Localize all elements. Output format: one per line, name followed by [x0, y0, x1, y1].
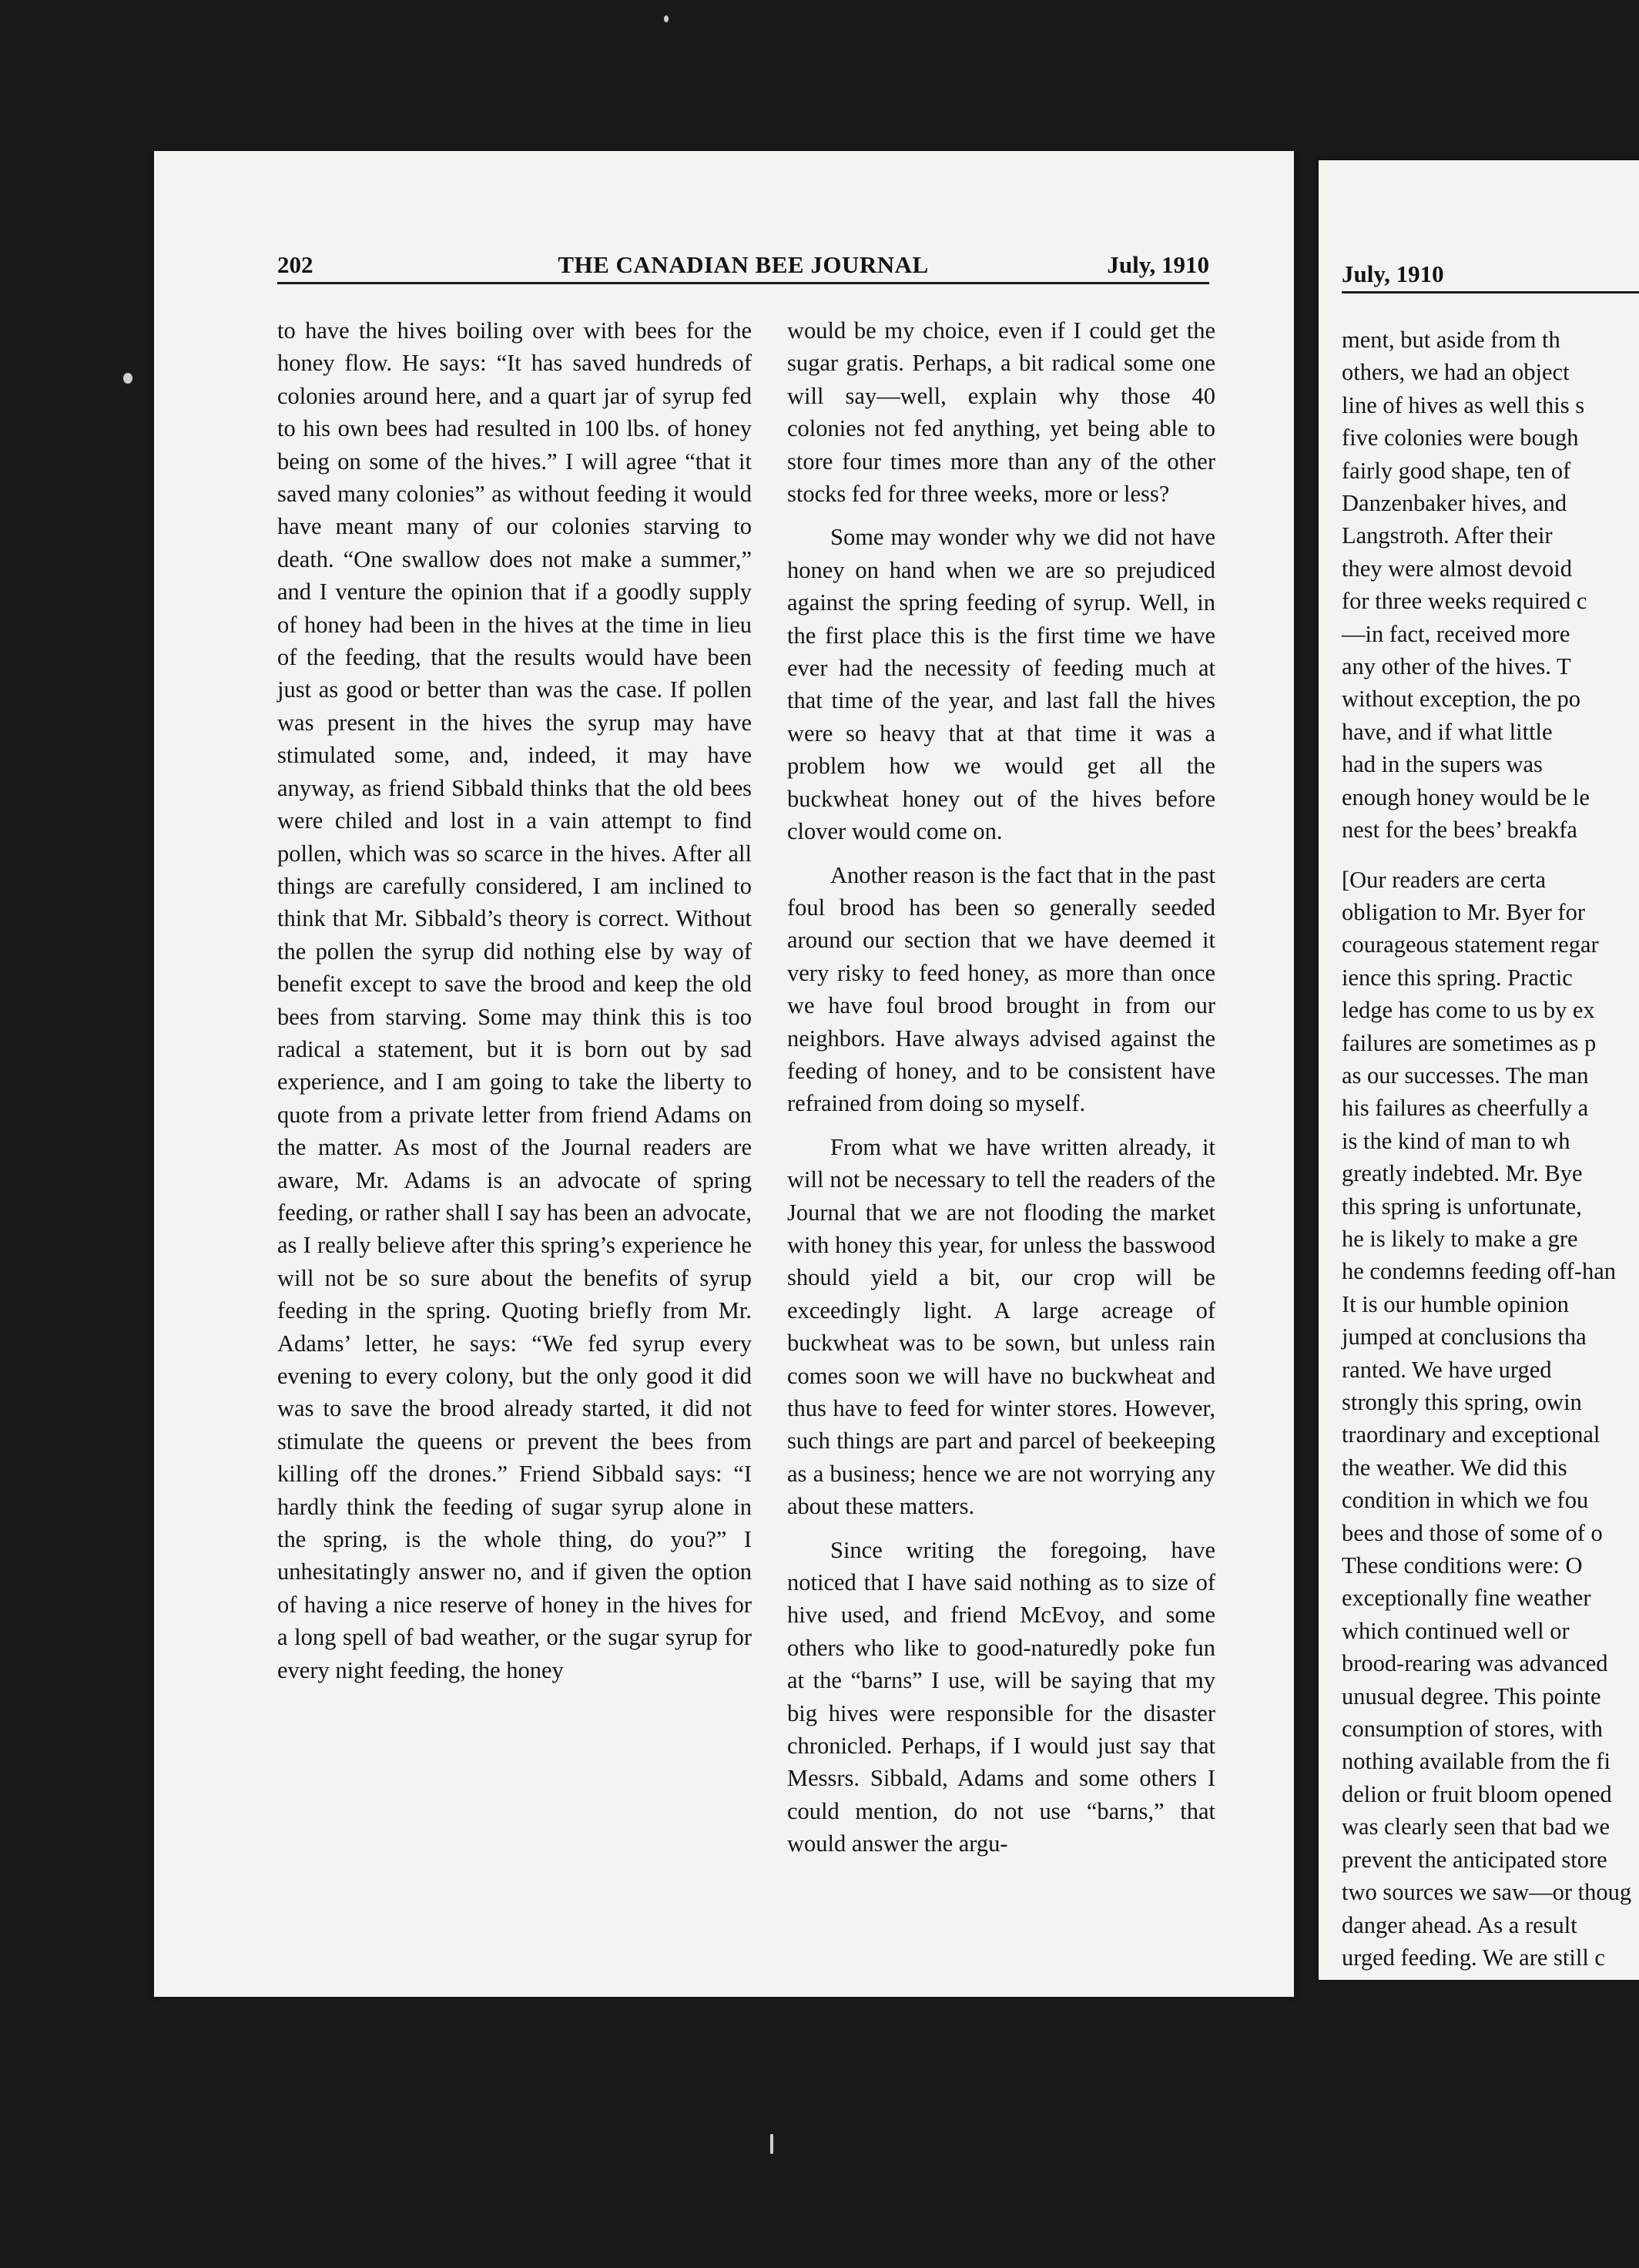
text-line: unusual degree. This pointe: [1342, 1683, 1601, 1709]
text-line: greatly indebted. Mr. Bye: [1342, 1160, 1583, 1187]
text-line: failures are sometimes as p: [1342, 1029, 1597, 1056]
journal-title: THE CANADIAN BEE JOURNAL: [558, 251, 929, 278]
paragraph: From what we have written already, it will not be necessary to tell the readers of the Journal that we are not flooding the market with honey this year, for unless the basswood should yield a bit, our crop will be exceedingly light. A large acreage of buckwheat was to be sown, but unless rain comes soon we will have no buckwheat and thus have to feed for winter stores. However, such things are part and parcel of beekeeping as a business; hence we are not worrying any about these matters.: [787, 1133, 1215, 1520]
text-line: had in the supers was: [1342, 751, 1543, 778]
text-line: danger ahead. As a result: [1342, 1911, 1577, 1938]
text-column-1: [277, 314, 752, 1686]
text-column-2: [787, 314, 1215, 1860]
issue-date: July, 1910: [1342, 260, 1444, 287]
text-line: delion or fruit bloom opened: [1342, 1780, 1612, 1807]
text-line: two sources we saw—or thoug: [1342, 1879, 1632, 1906]
text-line: strongly this spring, owin: [1342, 1389, 1582, 1415]
text-line: exceptionally fine weather: [1342, 1585, 1591, 1612]
text-line: ience this spring. Practic: [1342, 964, 1573, 991]
paragraph: to have the hives boiling over with bees for the honey flow. He says: “It has saved hundreds of colonies around here, and a quart jar of syrup fed to his own bees had resulted in 100 lbs. of honey being on some of the hives.” I will agree “that it saved many colonies” as without feeding it would have meant many of our colonies starving to death. “One swallow does not make a summer,” and I venture the opinion that if a goodly supply of honey had been in the hives at the time in lieu of the feeding, that the results would have been just as good or better than was the case. If pollen was present in the hives the syrup may have stimulated some, and, indeed, it may have anyway, as friend Sibbald thinks that the old bees were chiled and lost in a vain attempt to find pollen, which was so scarce in the hives. After all things are carefully considered, I am inclined to think that Mr. Sibbald’s theory is correct. Without the pollen the syrup did nothing else by way of benefit except to save the brood and keep the old bees from starving. Some may think this is too radical a statement, but it is born out by sad experience, and I am going to take the liberty to quote from a private letter from friend Adams on the matter. As most of the Journal readers are aware, Mr. Adams is an advocate of spring feeding, or rather shall I say has been an advocate, as I really believe after this spring’s experience he will not be so sure about the benefits of syrup feeding in the spring. Quoting briefly from Mr. Adams’ letter, he says: “We fed syrup every evening to every colony, but the only good it did was to save the brood already started, it did not stimulate the queens or prevent the bees from killing off the drones.” Friend Sibbald says: “I hardly think the feeding of sugar syrup alone in the spring, is the whole thing, do you?” I unhesitatingly answer no, and if given the option of having a nice reserve of honey in the hives for a long spell of bad weather, or the sugar syrup for every night feeding, the honey: [277, 317, 752, 1683]
text-line: line of hives as well this s: [1342, 391, 1585, 418]
dust-speck: [123, 373, 132, 384]
text-column-3: [1342, 324, 1639, 1974]
text-line: obligation to Mr. Byer for: [1342, 898, 1585, 925]
text-line: have, and if what little: [1342, 718, 1553, 745]
text-line: this spring is unfortunate,: [1342, 1193, 1582, 1220]
text-line: his failures as cheerfully a: [1342, 1095, 1589, 1122]
text-line: ledge has come to us by ex: [1342, 997, 1595, 1024]
text-line: as our successes. The man: [1342, 1062, 1589, 1089]
text-line: fairly good shape, ten of: [1342, 457, 1571, 484]
text-line: without exception, the po: [1342, 686, 1581, 713]
text-line: five colonies were bough: [1342, 424, 1579, 451]
page-number: 202: [277, 251, 313, 278]
text-line: the weather. We did this: [1342, 1454, 1567, 1481]
paragraph: Since writing the foregoing, have noticed that I have said nothing as to size of hive used, and friend McEvoy, and some others who like to good-naturedly poke fun at the “barns” I use, will be saying that my big hives were responsible for the disaster chronicled. Perhaps, if I would just say that Messrs. Sibbald, Adams and some others I could mention, do not use “barns,” that would answer the argu-: [787, 1536, 1215, 1857]
text-line: Danzenbaker hives, and: [1342, 490, 1567, 517]
text-line: prevent the anticipated store: [1342, 1846, 1607, 1873]
text-line: nest for the bees’ breakfa: [1342, 817, 1577, 844]
text-line: which continued well or: [1342, 1617, 1570, 1644]
text-line: Langstroth. After their: [1342, 522, 1553, 549]
paragraph-break: [1342, 847, 1639, 864]
text-line: These conditions were: O: [1342, 1552, 1583, 1579]
text-line: ment, but aside from th: [1342, 327, 1560, 353]
text-line: urged feeding. We are still c: [1342, 1944, 1605, 1971]
text-line: consumption of stores, with: [1342, 1716, 1603, 1743]
paragraph: Some may wonder why we did not have honey on hand when we are so prejudiced against the spring feeding of syrup. Well, in the first place this is the first time we have ever had the necessity of feeding much at that time of the year, and last fall the hives were so heavy that at that time it was a problem how we would get all the buckwheat honey out of the hives before clover would come on.: [787, 524, 1215, 845]
dust-speck: [770, 2134, 773, 2154]
text-line: condition in which we fou: [1342, 1487, 1589, 1514]
paragraph: Another reason is the fact that in the past foul brood has been so generally seeded around our section that we have deemed it very risky to feed honey, as more than once we have foul brood brought in from our neighbors. Have always advised against the feeding of honey, and to be consistent have refrained from doing so myself.: [787, 861, 1215, 1117]
text-line: courageous statement regar: [1342, 931, 1599, 958]
running-head: [277, 251, 1209, 284]
running-head: [1342, 260, 1639, 294]
text-line: [Our readers are certa: [1342, 866, 1546, 893]
text-line: they were almost devoid: [1342, 555, 1572, 582]
text-line: is the kind of man to wh: [1342, 1127, 1570, 1154]
left-page: [154, 151, 1294, 1997]
text-line: It is our humble opinion: [1342, 1290, 1569, 1317]
text-line: he condemns feeding off-han: [1342, 1258, 1616, 1285]
text-line: enough honey would be le: [1342, 783, 1590, 810]
paragraph: would be my choice, even if I could get the sugar gratis. Perhaps, a bit radical some one will say—well, explain why those 40 colonies not fed anything, yet being able to store four times more than any of the other stocks fed for three weeks, more or less?: [787, 317, 1215, 508]
text-line: nothing available from the fi: [1342, 1748, 1611, 1775]
issue-date: July, 1910: [1107, 251, 1209, 278]
text-line: traordinary and exceptional: [1342, 1421, 1600, 1448]
text-line: for three weeks required c: [1342, 588, 1587, 615]
text-line: ranted. We have urged: [1342, 1356, 1552, 1383]
text-line: was clearly seen that bad we: [1342, 1813, 1611, 1840]
text-line: brood-rearing was advanced: [1342, 1650, 1608, 1677]
right-page: [1319, 160, 1639, 1980]
text-line: he is likely to make a gre: [1342, 1225, 1578, 1252]
text-line: any other of the hives. T: [1342, 653, 1571, 680]
text-line: others, we had an object: [1342, 359, 1570, 386]
text-line: —in fact, received more: [1342, 620, 1570, 647]
text-line: bees and those of some of o: [1342, 1519, 1603, 1546]
dust-speck: [664, 15, 669, 22]
text-line: jumped at conclusions tha: [1342, 1324, 1587, 1350]
